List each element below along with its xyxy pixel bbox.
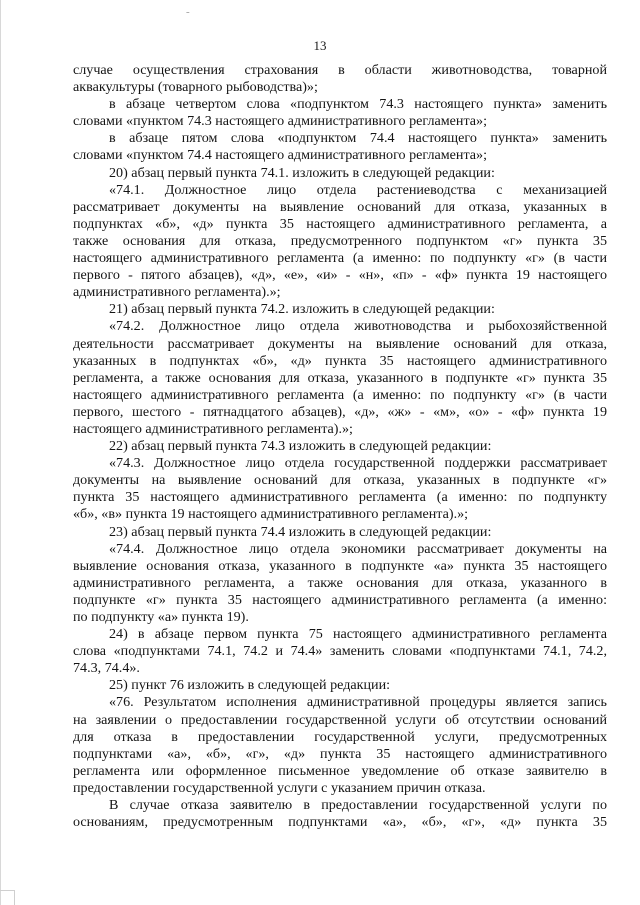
text-line: «б», «в» пункта 19 настоящего административного регламента).»;	[73, 506, 469, 523]
scan-left-edge	[0, 0, 1, 905]
text-line: «74.2. Должностное лицо отдела животноводства и рыбохозяйственной	[109, 318, 607, 335]
text-line: регламента, а также основания для отказа, указанного в подпункте «г» пункта 35	[73, 369, 607, 386]
text-line: по подпункту «а» пункта 19).	[73, 609, 249, 625]
text-line: деятельности рассматривает документы на выявление оснований для отказа,	[73, 335, 607, 352]
text-line: 20) абзац первый пункта 74.1. изложить в следующей редакции:	[109, 164, 495, 181]
text-line: в абзаце пятом слова «подпунктом 74.4 настоящего пункта» заменить	[109, 130, 607, 147]
text-line: 23) абзац первый пункта 74.4 изложить в следующей редакции:	[109, 523, 492, 540]
text-line: также основания для отказа, предусмотренного подпунктом «г» пункта 35	[73, 232, 607, 249]
text-line: основаниям, предусмотренным подпунктами «а», «б», «г», «д» пункта 35	[73, 814, 607, 831]
text-line: на заявлении о предоставлении государственной услуги об отсутствии оснований	[73, 711, 607, 728]
text-line: настоящего административного регламента (а именно: по подпункту «г» (в части	[73, 250, 607, 267]
text-line: для отказа в предоставлении государственной услуги, предусмотренных	[73, 728, 607, 745]
text-line: административного регламента).»;	[73, 284, 281, 301]
text-line: словами «пунктом 74.4 настоящего административного регламента»;	[73, 147, 488, 164]
text-line: подпунктами «а», «б», «г», «д» пункта 35 настоящего административного	[73, 745, 607, 762]
text-line: «74.1. Должностное лицо отдела растениеводства с механизацией	[109, 181, 607, 198]
text-line: административного регламента, а также основания для отказа, указанного в	[73, 574, 607, 591]
document-body	[73, 62, 607, 831]
text-line: подпункте «г» пункта 35 настоящего административного регламента (а именно:	[73, 591, 607, 608]
text-line: словами «пунктом 74.3 настоящего административного регламента»;	[73, 113, 488, 130]
text-line: «76. Результатом исполнения административной процедуры является запись	[109, 694, 607, 711]
text-line: подпунктах «б», «д» пункта 35 настоящего административного регламента, а	[73, 215, 607, 232]
text-line: выявление основания отказа, указанного в подпункте «а» пункта 35 настоящего	[73, 557, 607, 574]
page-number: 13	[313, 38, 327, 53]
text-line: 74.3, 74.4».	[73, 660, 140, 677]
text-line: 24) в абзаце первом пункта 75 настоящего административного регламента	[109, 626, 607, 643]
text-line: указанных в подпунктах «б», «д» пункта 35 настоящего административного	[73, 352, 607, 369]
text-line: 22) абзац первый пункта 74.3 изложить в следующей редакции:	[109, 438, 492, 455]
text-line: «74.4. Должностное лицо отдела экономики рассматривает документы на	[109, 540, 607, 557]
text-line: настоящего административного регламента).»;	[73, 420, 353, 437]
text-line: 25) пункт 76 изложить в следующей редакции:	[109, 677, 391, 694]
text-line: 21) абзац первый пункта 74.2. изложить в следующей редакции:	[109, 301, 495, 318]
text-line: настоящего административного регламента (а именно: по подпункту «г» (в части	[73, 386, 607, 403]
text-line: первого, шестого - пятнадцатого абзацев), «д», «ж» - «м», «о» - «ф» пункта 19	[73, 403, 607, 420]
text-line: аквакультуры (товарного рыбоводства)»;	[73, 79, 318, 96]
text-line: в абзаце четвертом слова «подпунктом 74.3 настоящего пункта» заменить	[109, 96, 607, 113]
scan-corner-mark	[0, 890, 15, 905]
text-line: предоставлении государственной услуги с указанием причин отказа.	[73, 779, 486, 796]
text-line: первого - пятого абзацев), «д», «е», «и» - «н», «п» - «ф» пункта 19 настоящего	[73, 267, 607, 284]
text-line: «74.3. Должностное лицо отдела государственной поддержки рассматривает	[109, 455, 607, 472]
text-line: В случае отказа заявителю в предоставлении государственной услуги по	[109, 797, 607, 814]
text-line: рассматривает документы на выявление оснований для отказа, указанных в	[73, 198, 607, 215]
text-line: пункта 35 настоящего административного регламента (а именно: по подпункту	[73, 489, 607, 506]
text-line: документы на выявление оснований для отказа, указанных в подпункте «г»	[73, 472, 607, 489]
text-line: слова «подпунктами 74.1, 74.2 и 74.4» заменить словами «подпунктами 74.1, 74.2,	[73, 643, 607, 660]
text-line: регламента или оформленное письменное уведомление об отказе заявителю в	[73, 762, 607, 779]
text-line: случае осуществления страхования в области животноводства, товарной	[73, 62, 607, 78]
page-mark: -	[186, 6, 190, 18]
